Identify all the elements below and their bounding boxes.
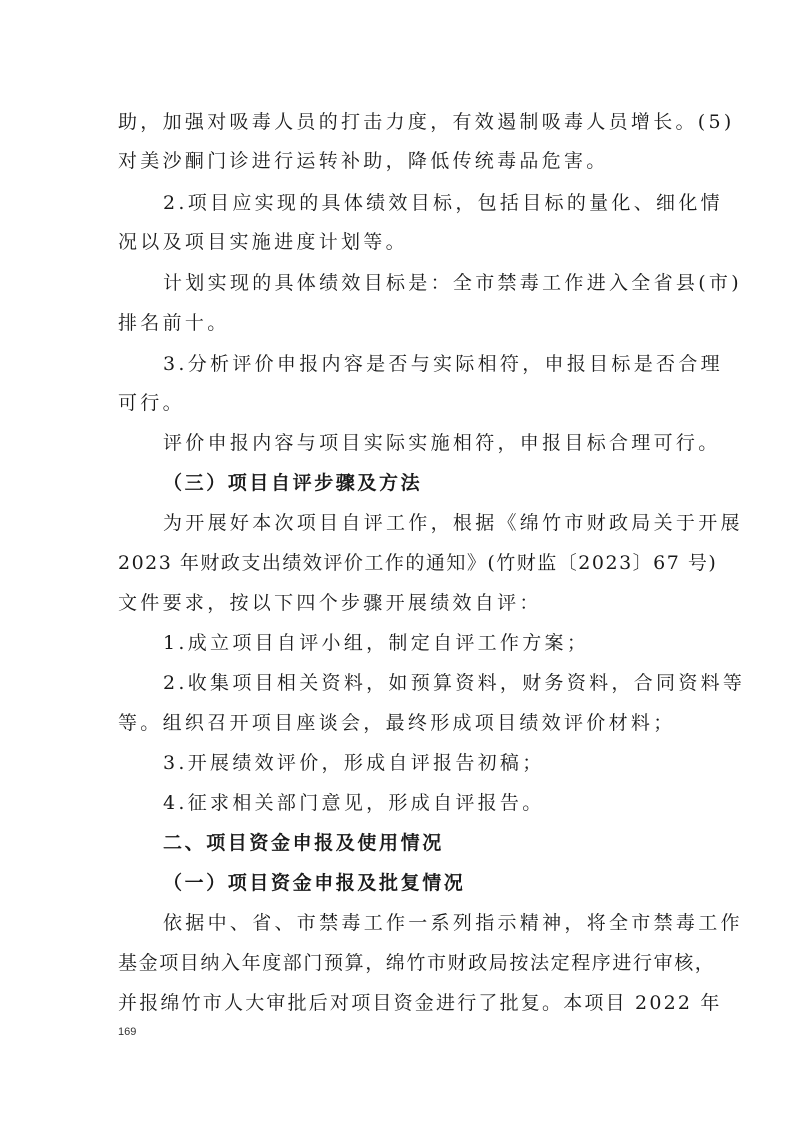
paragraph-line: 排名前十。 xyxy=(118,312,230,334)
paragraph-line: 为开展好本次项目自评工作，根据《绵竹市财政局关于开展 xyxy=(163,512,743,534)
page-number: 169 xyxy=(118,1026,137,1038)
section-heading: （一）项目资金申报及批复情况 xyxy=(163,872,466,894)
paragraph-line: 1.成立项目自评小组，制定自评工作方案； xyxy=(163,632,590,654)
paragraph-line: 3.分析评价申报内容是否与实际相符，申报目标是否合理 xyxy=(163,353,723,375)
paragraph-line: 可行。 xyxy=(118,392,185,414)
paragraph-line: 文件要求，按以下四个步骤开展绩效自评： xyxy=(118,592,542,614)
paragraph-line: 2.项目应实现的具体绩效目标，包括目标的量化、细化情 xyxy=(163,192,723,214)
paragraph-line: 依据中、省、市禁毒工作一系列指示精神，将全市禁毒工作 xyxy=(163,912,743,934)
paragraph-line: 3.开展绩效评价，形成自评报告初稿； xyxy=(163,752,545,774)
paragraph-line: 计划实现的具体绩效目标是：全市禁毒工作进入全省县(市) xyxy=(163,272,742,294)
paragraph-line: 况以及项目实施进度计划等。 xyxy=(118,231,408,253)
chapter-heading: 二、项目资金申报及使用情况 xyxy=(163,832,444,854)
paragraph-line: 2023 年财政支出绩效评价工作的通知》(竹财监〔2023〕67 号) xyxy=(118,552,718,574)
paragraph-line: 评价申报内容与项目实际实施相符，申报目标合理可行。 xyxy=(163,432,721,454)
paragraph-line: 并报绵竹市人大审批后对项目资金进行了批复。本项目 2022 年 xyxy=(118,992,722,1014)
paragraph-line: 4.征求相关部门意见，形成自评报告。 xyxy=(163,792,545,814)
paragraph-line: 助，加强对吸毒人员的打击力度，有效遏制吸毒人员增长。(5) xyxy=(118,111,735,133)
paragraph-line: 对美沙酮门诊进行运转补助，降低传统毒品危害。 xyxy=(118,150,609,172)
paragraph-line: 基金项目纳入年度部门预算，绵竹市财政局按法定程序进行审核， xyxy=(118,952,716,974)
paragraph-line: 等。组织召开项目座谈会，最终形成项目绩效评价材料； xyxy=(118,712,676,734)
section-heading: （三）项目自评步骤及方法 xyxy=(163,472,423,494)
paragraph-line: 2.收集项目相关资料，如预算资料，财务资料，合同资料等 xyxy=(163,672,746,694)
